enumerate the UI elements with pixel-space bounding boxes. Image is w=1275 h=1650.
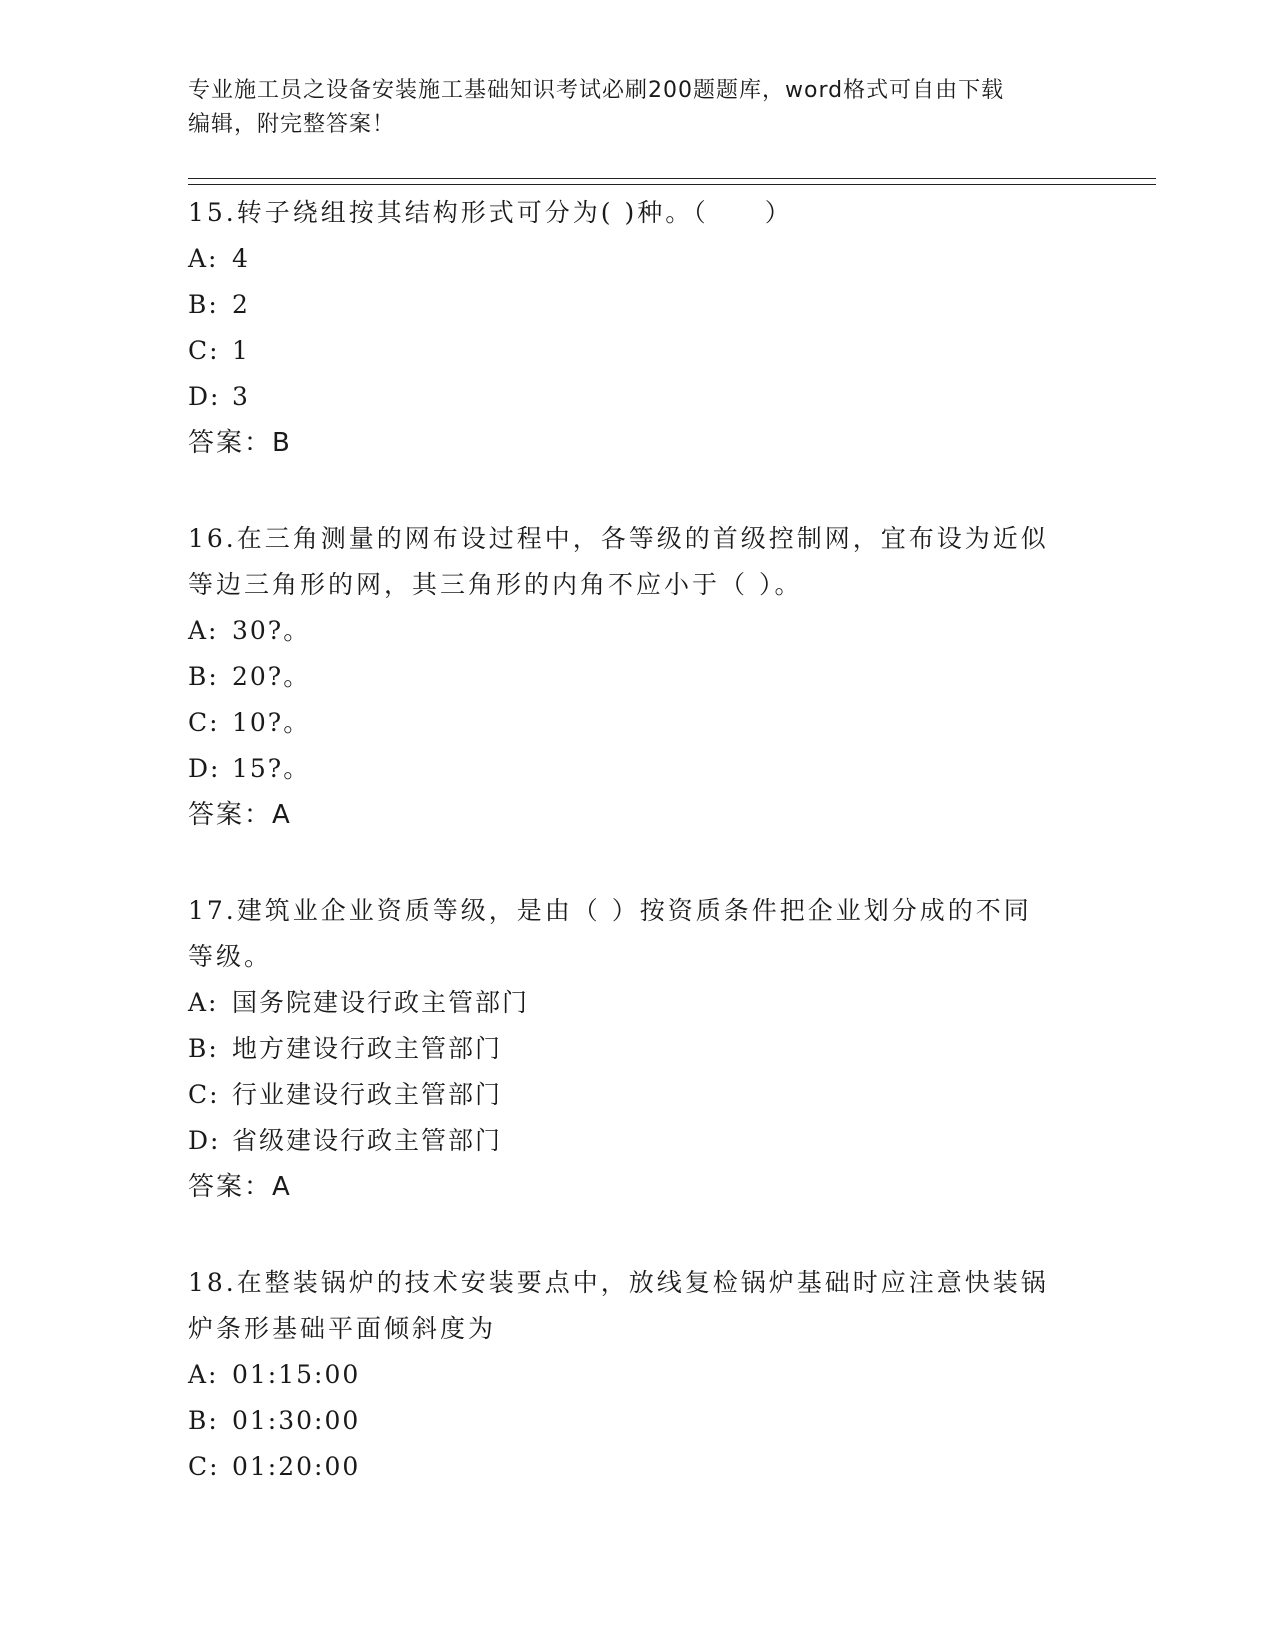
header-divider-top <box>188 178 1156 179</box>
option-text: 2 <box>232 290 250 319</box>
answer-option <box>188 1352 1088 1398</box>
question-text: 18.在整装锅炉的技术安装要点中，放线复检锅炉基础时应注意快装锅 <box>188 1268 1049 1297</box>
option-text: 20?。 <box>232 662 311 691</box>
option-letter: A: <box>188 616 219 645</box>
option-text: 地方建设行政主管部门 <box>232 1034 503 1063</box>
option-text: 3 <box>232 382 250 411</box>
answer-option <box>188 1072 1088 1118</box>
answer-option <box>188 374 1088 420</box>
option-letter: C: <box>188 708 220 737</box>
option-letter: C: <box>188 1452 220 1481</box>
option-letter: C: <box>188 336 220 365</box>
document-header <box>188 74 1088 142</box>
question-text: 16.在三角测量的网布设过程中，各等级的首级控制网，宜布设为近似 <box>188 524 1049 553</box>
answer-key: 答案：A <box>188 800 292 830</box>
answer-option <box>188 654 1088 700</box>
option-text: 省级建设行政主管部门 <box>232 1126 503 1155</box>
question-text: 炉条形基础平面倾斜度为 <box>188 1314 497 1343</box>
question-block <box>188 516 1088 838</box>
header-line-1: 专业施工员之设备安装施工基础知识考试必刷200题题库，word格式可自由下载 <box>188 78 1005 103</box>
option-letter: A: <box>188 244 219 273</box>
option-text: 10?。 <box>232 708 311 737</box>
answer-option <box>188 1398 1088 1444</box>
header-line-2: 编辑，附完整答案！ <box>188 112 396 137</box>
option-letter: D: <box>188 1126 221 1155</box>
option-letter: B: <box>188 290 219 319</box>
option-letter: A: <box>188 1360 219 1389</box>
option-text: 01:20:00 <box>232 1452 361 1481</box>
option-letter: B: <box>188 1406 219 1435</box>
question-text: 17.建筑业企业资质等级，是由（ ）按资质条件把企业划分成的不同 <box>188 896 1032 925</box>
option-letter: B: <box>188 662 219 691</box>
option-letter: B: <box>188 1034 219 1063</box>
header-divider-bottom <box>188 184 1156 185</box>
option-letter: A: <box>188 988 219 1017</box>
question-block <box>188 190 1088 466</box>
answer-key: 答案：B <box>188 428 292 458</box>
answer-option <box>188 328 1088 374</box>
option-text: 15?。 <box>232 754 311 783</box>
option-text: 30?。 <box>232 616 311 645</box>
answer-option <box>188 608 1088 654</box>
question-text: 15.转子绕组按其结构形式可分为( )种。（ ） <box>188 198 793 227</box>
answer-option <box>188 1026 1088 1072</box>
question-block <box>188 888 1088 1210</box>
answer-option <box>188 746 1088 792</box>
option-letter: D: <box>188 382 221 411</box>
option-letter: C: <box>188 1080 220 1109</box>
option-text: 行业建设行政主管部门 <box>232 1080 503 1109</box>
option-letter: D: <box>188 754 221 783</box>
option-text: 1 <box>232 336 250 365</box>
option-text: 01:15:00 <box>232 1360 361 1389</box>
option-text: 国务院建设行政主管部门 <box>232 988 530 1017</box>
answer-option <box>188 1444 1088 1490</box>
answer-key: 答案：A <box>188 1172 292 1202</box>
answer-option <box>188 282 1088 328</box>
option-text: 01:30:00 <box>232 1406 361 1435</box>
question-block <box>188 1260 1088 1490</box>
question-text: 等级。 <box>188 942 273 971</box>
answer-option <box>188 236 1088 282</box>
option-text: 4 <box>232 244 250 273</box>
question-list <box>188 190 1088 1540</box>
answer-option <box>188 980 1088 1026</box>
answer-option <box>188 700 1088 746</box>
question-text: 等边三角形的网，其三角形的内角不应小于（ ）。 <box>188 570 803 599</box>
answer-option <box>188 1118 1088 1164</box>
